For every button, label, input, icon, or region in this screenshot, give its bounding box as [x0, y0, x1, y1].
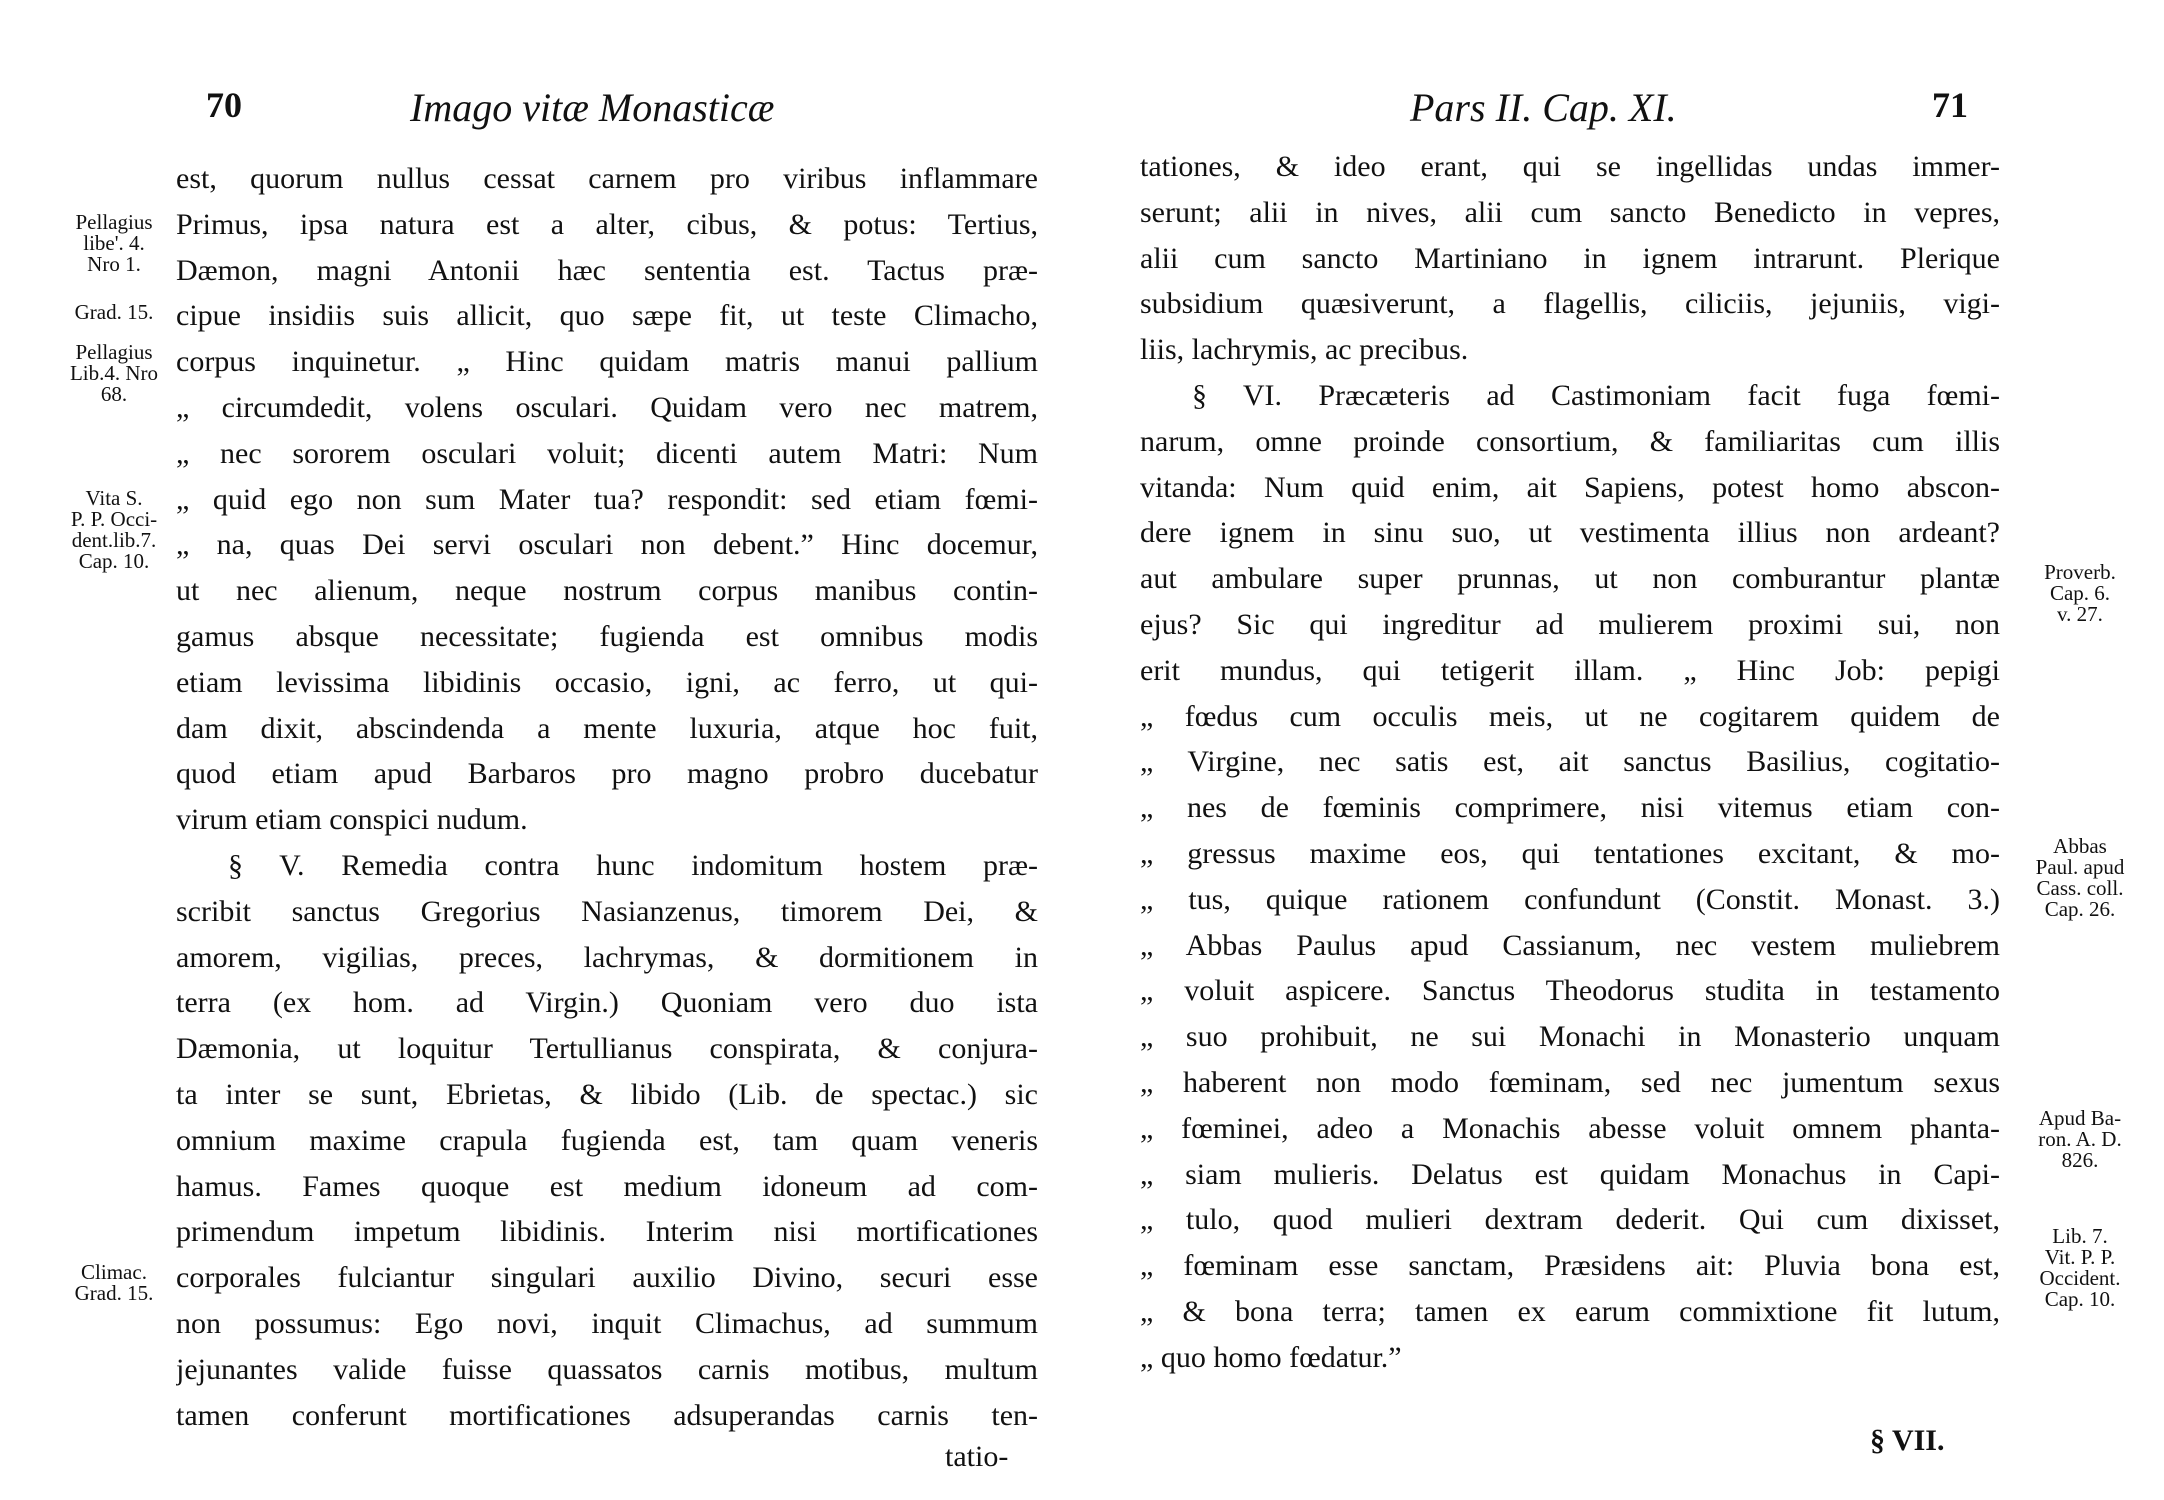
- margin-note: Vita S. P. P. Occi- dent.lib.7. Cap. 10.: [70, 486, 158, 573]
- text-line: „ na, quas Dei servi osculari non debent.” Hinc docemur,: [176, 528, 1038, 562]
- text-line: „ nes de fœminis comprimere, nisi vitemus etiam con-: [1140, 791, 2000, 825]
- text-line: tamen conferunt mortificationes adsuperandas carnis ten-: [176, 1398, 1038, 1432]
- text-line: „ siam mulieris. Delatus est quidam Monachus in Capi-: [1140, 1157, 2000, 1191]
- text-line: ta inter se sunt, Ebrietas, & libido (Lib. de spectac.) sic: [176, 1077, 1038, 1111]
- text-line: „ tulo, quod mulieri dextram dederit. Qui cum dixisset,: [1140, 1203, 2000, 1237]
- text-line: omnium maxime crapula fugienda est, tam quam veneris: [176, 1123, 1038, 1157]
- text-column: [176, 156, 1038, 1438]
- text-line: cipue insidiis suis allicit, quo sæpe fit, ut teste Climacho,: [176, 299, 1038, 333]
- text-line: dere ignem in sinu suo, ut vestimenta illius non ardeant?: [1140, 516, 2000, 550]
- text-line: corpus inquinetur. „ Hinc quidam matris manui pallium: [176, 345, 1038, 379]
- text-line: vitanda: Num quid enim, ait Sapiens, potest homo abscon-: [1140, 470, 2000, 504]
- text-line: serunt; alii in nives, alii cum sancto Benedicto in vepres,: [1140, 195, 2000, 229]
- text-column-right: [1140, 144, 2000, 1381]
- text-line: aut ambulare super prunnas, ut non comburantur plantæ: [1140, 562, 2000, 596]
- text-line: „ haberent non modo fœminam, sed nec jumentum sexus: [1140, 1065, 2000, 1099]
- text-line: gamus absque necessitate; fugienda est omnibus modis: [176, 619, 1038, 653]
- text-line: „ quid ego non sum Mater tua? respondit: sed etiam fœmi-: [176, 482, 1038, 516]
- text-line: ejus? Sic qui ingreditur ad mulierem proximi sui, non: [1140, 607, 2000, 641]
- text-line: subsidium quæsiverunt, a flagellis, ciliciis, jejuniis, vigi-: [1140, 287, 2000, 321]
- text-line: virum etiam conspici nudum.: [176, 803, 528, 837]
- page-number: 70: [206, 85, 242, 125]
- page-number: 71: [1932, 85, 1968, 125]
- margin-note: Abbas Paul. apud Cass. coll. Cap. 26.: [2035, 834, 2125, 921]
- catchword: § VII.: [1870, 1424, 1945, 1457]
- margin-note: Apud Ba- ron. A. D. 826.: [2038, 1106, 2122, 1172]
- text-line: corporales fulciantur singulari auxilio Divino, securi esse: [176, 1261, 1038, 1295]
- text-line: alii cum sancto Martiniano in ignem intrarunt. Plerique: [1140, 241, 2000, 275]
- text-line: quod etiam apud Barbaros pro magno probro ducebatur: [176, 757, 1038, 791]
- text-line: Dæmon, magni Antonii hæc sententia est. Tactus præ-: [176, 253, 1038, 287]
- margin-note: Climac. Grad. 15.: [74, 1260, 154, 1305]
- text-line: erit mundus, qui tetigerit illam. „ Hinc Job: pepigi: [1140, 653, 2000, 687]
- text-line: ut nec alienum, neque nostrum corpus manibus contin-: [176, 574, 1038, 608]
- margin-note: Pellagius libe'. 4. Nro 1.: [75, 210, 153, 276]
- text-line: „ circumdedit, volens osculari. Quidam vero nec matrem,: [176, 390, 1038, 424]
- text-line: scribit sanctus Gregorius Nasianzenus, timorem Dei, &: [176, 894, 1038, 928]
- text-line: Dæmonia, ut loquitur Tertullianus conspirata, & conjura-: [176, 1032, 1038, 1066]
- catchword: tatio-: [945, 1440, 1009, 1473]
- text-line: etiam levissima libidinis occasio, igni, ac ferro, ut qui-: [176, 665, 1038, 699]
- text-line: non possumus: Ego novi, inquit Climachus, ad summum: [176, 1306, 1038, 1340]
- text-line: primendum impetum libidinis. Interim nisi mortificationes: [176, 1215, 1038, 1249]
- running-head: Imago vitæ Monasticæ: [410, 85, 775, 130]
- margin-note: Grad. 15.: [74, 300, 154, 324]
- text-line: „ gressus maxime eos, qui tentationes excitant, & mo-: [1140, 836, 2000, 870]
- running-head: Pars II. Cap. XI.: [1410, 85, 1677, 130]
- text-line: „ & bona terra; tamen ex earum commixtione fit lutum,: [1140, 1294, 2000, 1328]
- text-line: Primus, ipsa natura est a alter, cibus, & potus: Tertius,: [176, 207, 1038, 241]
- text-line: tationes, & ideo erant, qui se ingellidas undas immer-: [1140, 150, 2000, 183]
- section-heading-line: § V. Remedia contra hunc indomitum hostem præ-: [228, 848, 1038, 882]
- margin-note: Pellagius Lib.4. Nro 68.: [69, 340, 159, 406]
- text-line: jejunantes valide fuisse quassatos carnis motibus, multum: [176, 1352, 1038, 1386]
- text-line: „ tus, quique rationem confundunt (Constit. Monast. 3.): [1140, 882, 2000, 916]
- text-line: liis, lachrymis, ac precibus.: [1140, 333, 1469, 367]
- text-line: „ fœdus cum occulis meis, ut ne cogitarem quidem de: [1140, 699, 2000, 733]
- text-line: terra (ex hom. ad Virgin.) Quoniam vero duo ista: [176, 986, 1038, 1020]
- text-line: „ fœminam esse sanctam, Præsidens ait: Pluvia bona est,: [1140, 1249, 2000, 1283]
- text-line: „ Abbas Paulus apud Cassianum, nec vestem muliebrem: [1140, 928, 2000, 962]
- text-line: est, quorum nullus cessat carnem pro viribus inflammare: [176, 162, 1038, 195]
- text-line: „ voluit aspicere. Sanctus Theodorus studita in testamento: [1140, 974, 2000, 1008]
- text-line: „ Virgine, nec satis est, ait sanctus Basilius, cogitatio-: [1140, 745, 2000, 779]
- text-line: „ quo homo fœdatur.”: [1140, 1340, 1402, 1374]
- text-line: hamus. Fames quoque est medium idoneum ad com-: [176, 1169, 1038, 1203]
- text-line: „ fœminei, adeo a Monachis abesse voluit omnem phanta-: [1140, 1111, 2000, 1145]
- text-line: amorem, vigilias, preces, lachrymas, & dormitionem in: [176, 940, 1038, 974]
- text-line: dam dixit, abscindenda a mente luxuria, atque hoc fuit,: [176, 711, 1038, 745]
- text-line: narum, omne proinde consortium, & familiaritas cum illis: [1140, 424, 2000, 458]
- text-line: „ nec sororem osculari voluit; dicenti autem Matri: Num: [176, 436, 1038, 470]
- text-line: „ suo prohibuit, ne sui Monachi in Monasterio unquam: [1140, 1020, 2000, 1054]
- margin-note: Proverb. Cap. 6. v. 27.: [2044, 560, 2116, 626]
- section-heading-line: § VI. Præcæteris ad Castimoniam facit fuga fœmi-: [1192, 378, 2000, 412]
- margin-note: Lib. 7. Vit. P. P. Occident. Cap. 10.: [2039, 1224, 2121, 1311]
